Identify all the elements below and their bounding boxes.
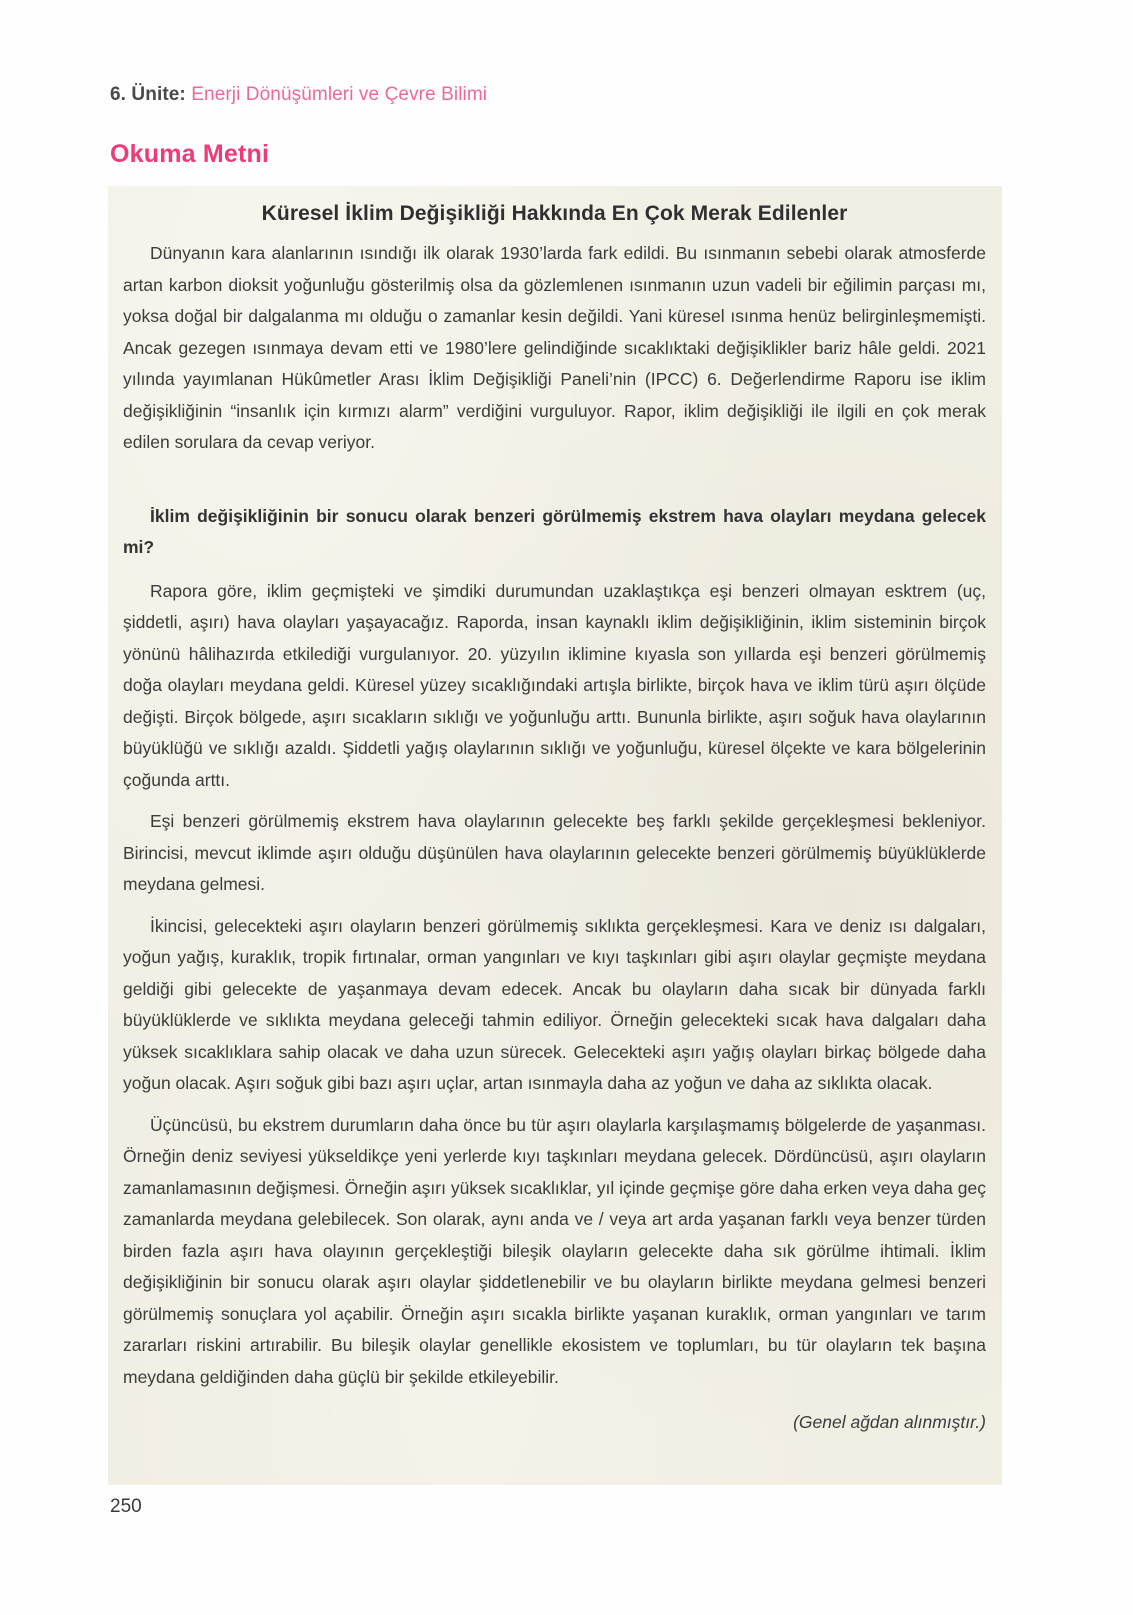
section-heading-okuma-metni: Okuma Metni [110, 140, 270, 168]
reading-text-box [108, 186, 1002, 1485]
unit-header [110, 84, 487, 106]
paragraph-intro: Dünyanın kara alanlarının ısındığı ilk olarak 1930’larda fark edildi. Bu ısınmanın sebebi olarak atmosferde artan karbon dioksit yoğunluğu gösterilmiş olsa da gözlemlenen ısınmanın uzun vadeli bir eğilimin parçası mı, yoksa doğal bir dalgalanma mı olduğu o zamanlar kesin değildi. Yani küresel ısınma henüz belirginleşmemişti. Ancak gezegen ısınmaya devam etti ve 1980’lere gelindiğinde sıcaklıktaki değişiklikler bariz hâle geldi. 2021 yılında yayımlanan Hükûmetler Arası İklim Değişikliği Paneli’nin (IPCC) 6. Değerlendirme Raporu ise iklim değişikliğinin “insanlık için kırmızı alarm” verdiğini vurguluyor. Rapor, iklim değişikliği ile ilgili en çok merak edilen sorulara da cevap veriyor. [123, 243, 986, 452]
paragraph-second-way: İkincisi, gelecekteki aşırı olayların benzeri görülmemiş sıklıkta gerçekleşmesi. Kara ve deniz ısı dalgaları, yoğun yağış, kuraklık, tropik fırtınalar, orman yangınları ve kıyı taşkınları gibi aşırı olaylar geçmişte meydana geldiği gibi gelecekte de yaşanmaya devam edecek. Ancak bu olayların daha sıcak bir dünyada farklı büyüklüklerde ve sıklıkta meydana geleceği tahmin ediliyor. Örneğin gelecekteki sıcak hava dalgaları daha yüksek sıcaklıklara sahip olacak ve daha uzun sürecek. Gelecekteki aşırı yağış olayları birkaç bölgede daha yoğun olacak. Aşırı soğuk gibi bazı aşırı uçlar, artan ısınmayla daha az yoğun ve daha az sıklıkta olacak. [123, 915, 986, 1093]
reading-question: İklim değişikliğinin bir sonucu olarak benzeri görülmemiş ekstrem hava olayları meydana gelecek mi? [123, 505, 986, 557]
unit-number-label: 6. Ünite: [110, 84, 186, 105]
paragraph-five-ways-first: Eşi benzeri görülmemiş ekstrem hava olaylarının gelecekte beş farklı şekilde gerçekleşmesi bekleniyor. Birincisi, mevcut iklimde aşırı olduğu düşünülen hava olaylarının gelecekte benzeri görülmemiş büyüklüklerde meydana gelmesi. [123, 811, 986, 894]
paragraph-third-to-fifth-ways: Üçüncüsü, bu ekstrem durumların daha önce bu tür aşırı olaylarla karşılaşmamış bölgelerde de yaşanması. Örneğin deniz seviyesi yükseldikçe yeni yerlerde kıyı taşkınları meydana gelecek. Dördüncüsü, aşırı olayların zamanlamasının değişmesi. Örneğin aşırı yüksek sıcaklıklar, yıl içinde geçmişe göre daha erken veya daha geç zamanlarda meydana gelebilecek. Son olarak, aynı anda ve / veya art arda yaşanan farklı veya benzer türden birden fazla aşırı hava olayının gerçekleştiği bileşik olayların gelecekte daha sık görülme ihtimali. İklim değişikliğinin bir sonucu olarak aşırı olaylar şiddetlenebilir ve bu olayların birlikte meydana gelmesi benzeri görülmemiş sonuçlara yol açabilir. Örneğin aşırı sıcakla birlikte yaşanan kuraklık, orman yangınları ve tarım zararları riskini artırabilir. Bu bileşik olaylar genellikle ekosistem ve toplumları, bu tür olayların tek başına meydana geldiğinden daha güçlü bir şekilde etkileyebilir. [123, 1114, 986, 1387]
source-attribution: (Genel ağdan alınmıştır.) [793, 1412, 986, 1432]
unit-title: Enerji Dönüşümleri ve Çevre Bilimi [191, 84, 488, 105]
reading-title: Küresel İklim Değişikliği Hakkında En Çok Merak Edilenler [261, 202, 848, 225]
paragraph-extremes-overview: Rapora göre, iklim geçmişteki ve şimdiki durumundan uzaklaştıkça eşi benzeri olmayan esktrem (uç, şiddetli, aşırı) hava olayları yaşayacağız. Raporda, insan kaynaklı iklim değişikliğinin, iklim sisteminin birçok yönünü hâlihazırda etkilediği vurgulanıyor. 20. yüzyılın iklimine kıyasla son yıllarda eşi benzeri görülmemiş doğa olayları meydana geldi. Küresel yüzey sıcaklığındaki artışla birlikte, birçok hava ve iklim türü aşırı ölçüde değişti. Birçok bölgede, aşırı sıcakların sıklığı ve yoğunluğu arttı. Bununla birlikte, aşırı soğuk hava olaylarının büyüklüğü ve sıklığı azaldı. Şiddetli yağış olaylarının sıklığı ve yoğunluğu, küresel ölçekte ve kara bölgelerinin çoğunda arttı. [123, 580, 986, 790]
page-number: 250 [110, 1496, 142, 1517]
